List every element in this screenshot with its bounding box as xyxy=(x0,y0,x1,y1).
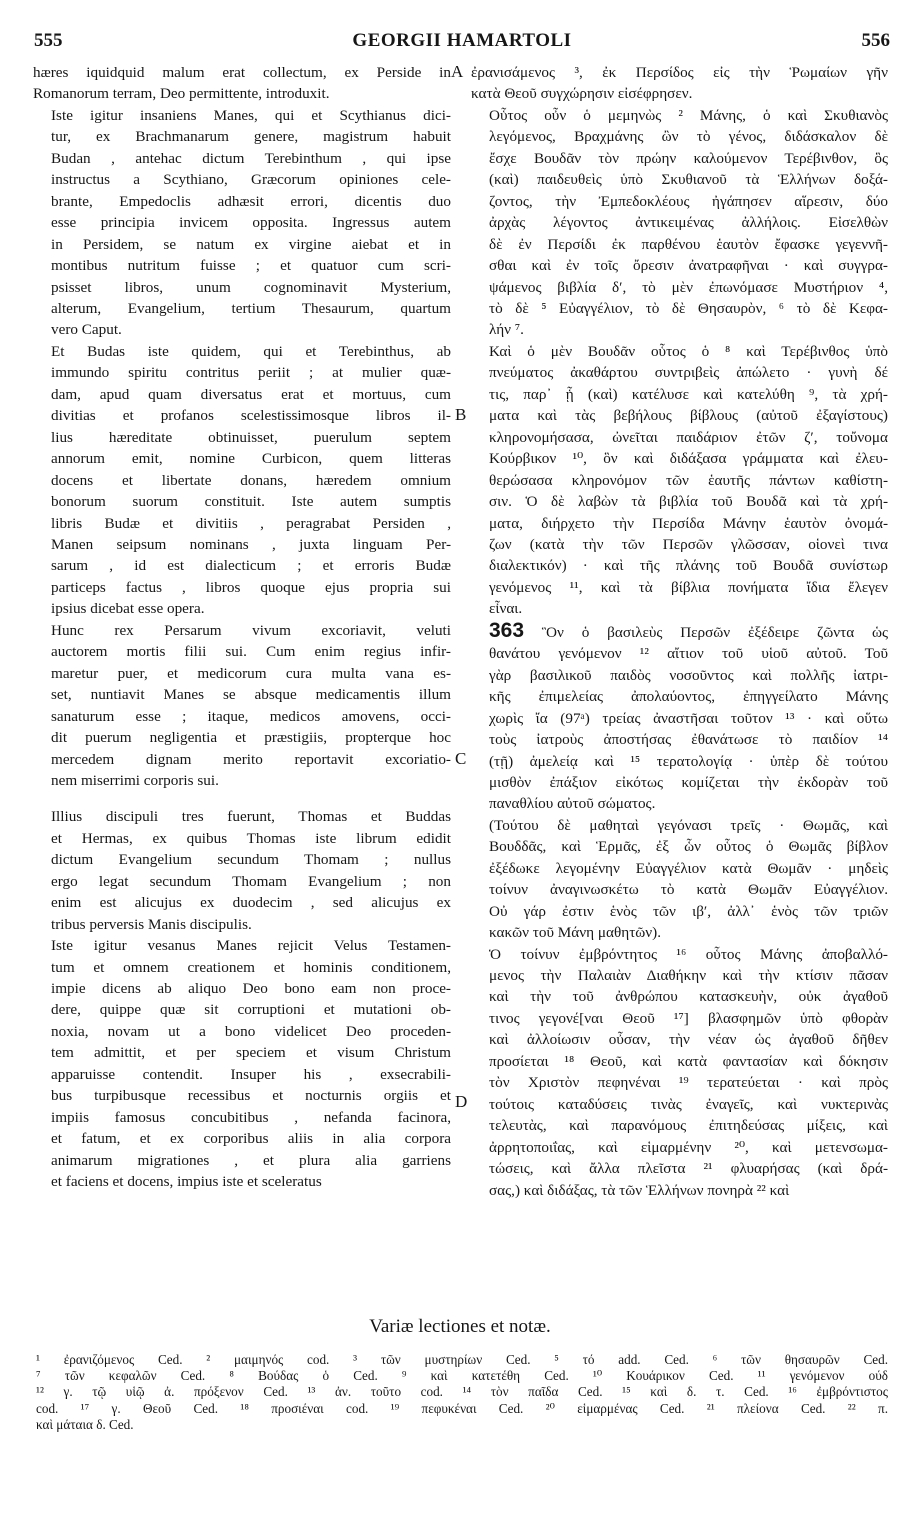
greek-line: τοίνυν ἀναγινωσκέτω τὸ κατὰ Θωμᾶν Εὐαγγέλιον. xyxy=(489,881,888,899)
latin-line: et faciens et docens, impius iste et sceleratus xyxy=(51,1173,322,1191)
greek-line: ζοντος, τὴν Ἐμπεδοκλέους ἠγάπησεν αἵρεσιν, δύο xyxy=(489,192,888,210)
greek-line: Οὗτος οὖν ὁ μεμηνὼς ² Μάνης, ὁ καὶ Σκυθιανὸς xyxy=(489,106,888,124)
latin-line: maretur puer, et medicorum cura multa vana es- xyxy=(51,664,451,682)
greek-line: καὶ τὴν τοῦ ἀνθρώπου κατασκευὴν, οὐκ ἀγαθοῦ xyxy=(489,988,888,1006)
greek-line: γὰρ βασιλικοῦ παιδὸς νοσοῦντος καὶ πολλῆς ἰατρι- xyxy=(489,666,888,684)
latin-line: psisset libros, unum cognominavit Mysterium, xyxy=(51,278,451,296)
latin-line: nem miserrimi corporis sui. xyxy=(51,771,219,789)
latin-line: tribus perversis Manis discipulis. xyxy=(51,915,252,933)
latin-line: apparuisse contendit. Insuper his , exsecrabili- xyxy=(51,1065,451,1083)
latin-line: bonorum suorum constituit. Iste autem sumptis xyxy=(51,493,451,511)
latin-line: auctorem mortis filii sui. Cum enim regius infir- xyxy=(51,643,451,661)
latin-line: impie dicens ab aliquo Deo bono eam non proce- xyxy=(51,980,451,998)
latin-line: dictum Evangelium secundum Thomam ; nullus xyxy=(51,851,451,869)
greek-line: τελευτὰς, καὶ παρανόμους ἐπιτηδεύσας μίξεις, καὶ xyxy=(489,1117,888,1135)
latin-line: docens et libertate donans, hæredem omnium xyxy=(51,471,451,489)
greek-line: κληρονομήσασα, ὠνεῖται παιδάριον ἐτῶν ζʹ, τοὔνομα xyxy=(489,428,888,446)
notes-heading: Variæ lectiones et notæ. xyxy=(369,1316,551,1337)
latin-line: Iste igitur insaniens Manes, qui et Scythianus dici- xyxy=(51,106,451,124)
latin-line: hæres iquidquid malum erat collectum, ex Perside in xyxy=(33,64,451,81)
greek-line: (καὶ) παιδευθεὶς ὑπὸ Σκυθιανοῦ τὰ Ἑλλήνων δοξά- xyxy=(489,171,888,189)
latin-line: bus turpibusque recessibus et nocturnis orgiis et xyxy=(51,1087,451,1105)
latin-line: Iste igitur vesanus Manes rejicit Velus Testamen- xyxy=(51,937,451,955)
greek-line: ζων (κατὰ τὴν τῶν Περσῶν γλῶσσαν, οἱονεὶ τινα xyxy=(489,535,888,553)
latin-line: Illius discipuli tres fuerunt, Thomas et Buddas xyxy=(51,808,451,826)
latin-line: dere, quippe quæ sit corruptioni et mutationi ob- xyxy=(51,1001,451,1019)
greek-line: ματα καὶ τὰς βεβήλους βίβλους (αὐτοῦ ἐξαγίστους) xyxy=(489,407,888,425)
latin-paragraph xyxy=(33,62,451,105)
greek-paragraph xyxy=(471,620,888,815)
greek-line: χωρὶς ἴα (97ᵃ) τρείας ἀναστῆσαι τοῦτον ¹³ · καὶ οὕτω xyxy=(489,709,888,727)
latin-line: esse principia invicem opposita. Ingressus autem xyxy=(51,214,451,232)
greek-line: θερώσασα κληρονόμον τῶν ἑαυτῆς πάντων καθίστη- xyxy=(489,471,888,489)
greek-line: ἀρρητοποιΐας, καὶ εἱμαρμένην ²⁰, καὶ μετενσωμα- xyxy=(489,1138,888,1156)
greek-line: Ὁ τοίνυν ἐμβρόντητος ¹⁶ οὗτος Μάνης ἀποβαλλό- xyxy=(489,945,888,963)
greek-line: κακῶν τοῦ Μάνη μαθητῶν). xyxy=(489,924,662,942)
latin-line: divitias et profanos scelestissimosque libros il- xyxy=(51,407,451,425)
greek-line: εἶναι. xyxy=(489,600,523,618)
latin-line: sarum , id est dialecticum ; et erroris Budæ xyxy=(51,557,451,575)
latin-line: Hunc rex Persarum vivum excoriavit, veluti xyxy=(51,621,451,639)
note-line: καὶ μάταια δ. Ced. xyxy=(36,1416,134,1432)
page-number-left: 555 xyxy=(34,30,63,51)
greek-line: ἐρανισάμενος ³, ἐκ Περσίδος εἰς τὴν Ῥωμαίων γῆν xyxy=(471,64,888,81)
greek-line: μισθὸν ἐπάξιον εἰκότως κομίζεται τὴν ἐκδορὰν τοῦ xyxy=(489,773,888,791)
latin-column xyxy=(33,62,451,1306)
latin-line: dam, apud quam diversatus erat et mortuus, cum xyxy=(51,385,451,403)
latin-line: impiis famosus concubitibus , nefanda facinora, xyxy=(51,1108,451,1126)
latin-line: particeps factus , libros quoque ejus propria sui xyxy=(51,578,451,596)
greek-line: 363 Ὃν ὁ βασιλεὺς Περσῶν ἐξέδειρε ζῶντα ὡς xyxy=(489,619,888,642)
greek-line: θανάτου γενόμενον ¹² αἴτιον τοῦ υἱοῦ αὐτοῦ. Τοῦ xyxy=(489,645,888,663)
latin-line: dit puerum negligentia et præstigiis, propterque hoc xyxy=(51,729,451,747)
note-line: ¹² γ. τῷ υἱῷ ἀ. πρόξενον Ced. ¹³ ἀν. τοῦτο cod. ¹⁴ τὸν παῖδα Ced. ¹⁵ καὶ δ. τ. Ced. ¹⁶ ἐμβρόντιστος xyxy=(36,1384,888,1400)
greek-line: κατὰ Θεοῦ συγχώρησιν εἰσέφρησεν. xyxy=(471,85,693,103)
greek-paragraph xyxy=(471,815,888,944)
greek-line: σας,) καὶ διδάξας, τὰ τῶν Ἑλλήνων πονηρὰ ²² καὶ xyxy=(489,1181,790,1199)
page-header xyxy=(34,30,890,60)
latin-paragraph xyxy=(33,806,451,935)
margin-letter-a: A xyxy=(451,62,464,81)
latin-line: libris Budæ et divitiis , peragrabat Persiden , xyxy=(51,514,451,532)
greek-line: τινος γεγονέ[ναι Θεοῦ ¹⁷] βλασφημῶν ὑπὸ φθορὰν xyxy=(489,1009,888,1027)
latin-line: in Persidem, se natum ex virgine aiebat et in xyxy=(51,235,451,253)
latin-line: mercedem dignam merito reportavit excoriatio- xyxy=(51,750,451,768)
greek-line: τοὺς ἰατροὺς ἀποστήσας ἐθανάτωσε τὸ παιδίον ¹⁴ xyxy=(489,731,888,749)
page-number-right: 556 xyxy=(861,30,890,51)
greek-line: παναθλίου αὐτοῦ σώματος. xyxy=(489,795,656,813)
latin-line: tem admittit, et per speciem et visum Christum xyxy=(51,1044,451,1062)
greek-line: προσίεται ¹⁸ Θεοῦ, καὶ κατὰ φαντασίαν καὶ δόκησιν xyxy=(489,1052,888,1070)
latin-line: annorum emit, nomine Curbicon, quem litteras xyxy=(51,450,451,468)
greek-line: Βουδδᾶς, καὶ Ἑρμᾶς, ἐξ ὧν οὗτος ὁ Θωμᾶς βίβλον xyxy=(489,838,888,856)
greek-line: Κούρβικον ¹⁰, ὃν καὶ διδάξασα γράμματα καὶ ἐλευ- xyxy=(489,450,888,468)
latin-line: sanaturum esse ; itaque, medicos amovens, occi- xyxy=(51,707,451,725)
note-line: ⁷ τῶν κεφαλῶν Ced. ⁸ Βούδας ὁ Ced. ⁹ καὶ κατετέθη Ced. ¹⁰ Κουάρικον Ced. ¹¹ γενόμενον ούδ xyxy=(36,1368,888,1384)
greek-line: διαλεκτικόν) · καὶ τῆς πλάνης τοῦ Βουδᾶ συνίστωρ xyxy=(489,557,888,575)
greek-line: γενόμενος ¹¹, καὶ τὰ βίβλια πονήματα ἴδια ἔλεγεν xyxy=(489,578,888,596)
latin-paragraph xyxy=(33,105,451,341)
greek-line: Οὐ γάρ ἐστιν ἑνὸς τῶν ιβʹ, ἀλλ᾽ ἑνὸς τῶν τριῶν xyxy=(489,902,888,920)
greek-line: Καὶ ὁ μὲν Βουδᾶν οὗτος ὁ ⁸ καὶ Τερέβινθος ὑπὸ xyxy=(489,342,888,360)
greek-line: ματα, διήρχετο τὴν Περσίδα Μάνην ἑαυτὸν ὀνομά- xyxy=(489,514,888,532)
greek-line: σθαι καὶ ἐν τοῖς ὄρεσιν ἀνατραφῆναι · καὶ συγγρα- xyxy=(489,257,888,275)
greek-line: λήν ⁷. xyxy=(489,321,524,339)
greek-line: ψάμενος βιβλία δʹ, τὸ μὲν ἐπωνόμασε Μυστήριον ⁴, xyxy=(489,278,888,296)
margin-letter-c: C xyxy=(455,749,467,768)
latin-paragraph xyxy=(33,341,451,620)
latin-line: alterum, Evangelium, tertium Thesaurum, quartum xyxy=(51,299,451,317)
greek-line: πνεύματος ἀκαθάρτου συντριβεὶς ἀπώλετο · γυνὴ δέ xyxy=(489,364,888,382)
latin-line: immundo spiritu contritus periit ; at mulier quæ- xyxy=(51,364,451,382)
greek-paragraph xyxy=(471,62,888,105)
greek-paragraph xyxy=(471,944,888,1201)
latin-line: tur, ex Brachmanarum genere, magistrum habuit xyxy=(51,128,451,146)
greek-line: λεγόμενος, Βραχμάνης ὢν τὸ γένος, διδάσκαλον δὲ xyxy=(489,128,888,146)
latin-line: ergo legat secundum Thomam Evangelium ; non xyxy=(51,872,451,890)
latin-line: Et Budas iste quidem, qui et Terebinthus, ab xyxy=(51,342,451,360)
latin-paragraph xyxy=(33,935,451,1192)
latin-line: Budan , antehac dictum Terebinthum , qui ipse xyxy=(51,149,451,167)
note-line: cod. ¹⁷ γ. Θεοῦ Ced. ¹⁸ προσιέναι cod. ¹⁹ πεφυκέναι Ced. ²⁰ εἱμαρμένας Ced. ²¹ πλείονα Ced. ²² π. xyxy=(36,1400,888,1416)
greek-line: δὲ ἐν Περσίδι ἐκ παρθένου ἑαυτὸν ἔφασκε γεγεννῆ- xyxy=(489,235,888,253)
greek-line: (τῇ) ἀμελείᾳ καὶ ¹⁵ τερατολογίᾳ · ὑπὲρ δὲ τούτου xyxy=(489,752,888,770)
greek-line: τούτοις καταδύσεις τινὰς ἐναγεῖς, καὶ νυκτερινὰς xyxy=(489,1095,888,1113)
greek-line: ἔσχε Βουδᾶν τὸν πρώην καλούμενον Τερέβινθον, ὃς xyxy=(489,149,888,167)
greek-line: τὸν Χριστὸν πεφηνέναι ¹⁹ τερατεύεται · καὶ πρὸς xyxy=(489,1074,888,1092)
greek-line: (Τούτου δὲ μαθηταὶ γεγόνασι τρεῖς · Θωμᾶς, καὶ xyxy=(489,816,888,834)
greek-paragraph xyxy=(471,341,888,620)
greek-line: τώσεις, καὶ ἄλλα πλεῖστα ²¹ φλυαρήσας (καὶ δρά- xyxy=(489,1160,888,1178)
latin-line: enim est alicujus ex duodecim , sed alicujus ex xyxy=(51,894,451,912)
latin-line: instructus a Scythiano, Græcorum opiniones cele- xyxy=(51,171,451,189)
latin-line: set, nuntiavit Manes se absque medicamentis illum xyxy=(51,686,451,704)
margin-letter-d: D xyxy=(455,1092,468,1111)
latin-line: ipsius dicebat esse opera. xyxy=(51,600,205,618)
latin-line: vero Caput. xyxy=(51,321,122,339)
greek-column xyxy=(471,62,888,1306)
margin-letter-b: B xyxy=(455,405,467,424)
greek-line: τις, παρ᾽ ᾗ (καὶ) κατέλυσε καὶ κατελύθη ⁹, τὰ χρή- xyxy=(489,385,888,403)
note-line: ¹ ἐρανιζόμενος Ced. ² μαιμηνός cod. ³ τῶν μυστηρίων Ced. ⁵ τό add. Ced. ⁶ τῶν θησαυρῶν Ced. xyxy=(36,1352,888,1367)
latin-line: noxia, novam ut a bono videlicet Deo proceden- xyxy=(51,1022,451,1040)
latin-line: brante, Empedoclis adhæsit errori, dicentis duo xyxy=(51,192,451,210)
latin-line: lius hæreditate obtinuisset, puerulum septem xyxy=(51,428,451,446)
variant-readings-notes xyxy=(36,1352,888,1433)
greek-line: τὸ δὲ ⁵ Εὐαγγέλιον, τὸ δὲ Θησαυρὸν, ⁶ τὸ δὲ Κεφα- xyxy=(489,299,888,317)
running-title: GEORGII HAMARTOLI xyxy=(352,30,572,51)
greek-line: κῆς ἐπιμελείας ἀπολαύοντος, ἐπηγγείλατο Μάνης xyxy=(489,688,888,706)
greek-line: σιν. Ὁ δὲ λαβὼν τὰ βιβλία τοῦ Βουδᾶ καὶ τὰ χρή- xyxy=(489,493,888,511)
latin-line: tum et omnem creationem et hominis conditionem, xyxy=(51,958,451,976)
greek-line: ἐξέδωκε λεγομένην Εὐαγγέλιον κατὰ Θωμᾶν · μηδεὶς xyxy=(489,859,888,877)
latin-line: et Hermas, ex quibus Thomas iste librum edidit xyxy=(51,829,451,847)
latin-line: montibus nutritum fuisse ; et quatuor cum scri- xyxy=(51,257,451,275)
latin-paragraph xyxy=(33,620,451,792)
greek-line: ἀρχὰς λέγοντος ἀντικειμένας ἀλλήλοις. Εἰσελθὼν xyxy=(489,214,888,232)
greek-paragraph xyxy=(471,105,888,341)
greek-line: καὶ ἀλλοίωσιν οὖσαν, τὴν νέαν ὡς ἀγαθοῦ δῆθεν xyxy=(489,1031,888,1049)
section-number: 363 xyxy=(489,619,525,642)
latin-line: Romanorum terram, Deo permittente, introduxit. xyxy=(33,85,330,103)
latin-line: Manen seipsum nominans , juxta linguam Per- xyxy=(51,535,451,553)
latin-line: animarum migrationes , et plura alia garriens xyxy=(51,1151,451,1169)
greek-line: μενος τὴν Παλαιὰν Διαθήκην καὶ τὴν κτίσιν πᾶσαν xyxy=(489,967,888,985)
latin-line: et fatum, et ex corporibus aliis in alia corpora xyxy=(51,1130,451,1148)
